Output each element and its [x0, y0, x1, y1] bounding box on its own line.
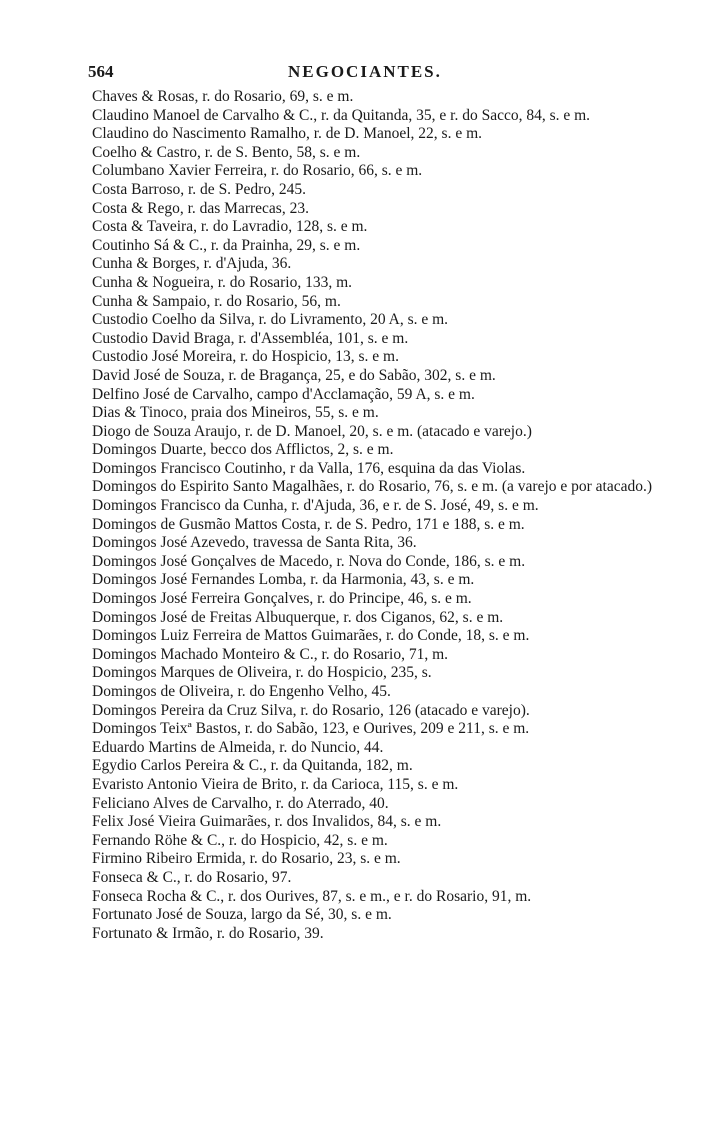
list-item: Claudino Manoel de Carvalho & C., r. da Quitanda, 35, e r. do Sacco, 84, s. e m. [92, 106, 591, 124]
list-item: Custodio José Moreira, r. do Hospicio, 13, s. e m. [92, 348, 399, 366]
list-item: Felix José Vieira Guimarães, r. dos Invalidos, 84, s. e m. [92, 813, 442, 831]
list-item: Costa Barroso, r. de S. Pedro, 245. [92, 180, 306, 198]
list-item: Domingos Teixª Bastos, r. do Sabão, 123, e Ourives, 209 e 211, s. e m. [92, 720, 530, 738]
list-item: Costa & Rego, r. das Marrecas, 23. [92, 199, 309, 217]
list-item: Fortunato José de Souza, largo da Sé, 30, s. e m. [92, 906, 392, 924]
list-item: Domingos Marques de Oliveira, r. do Hospicio, 235, s. [92, 664, 432, 682]
list-item: Coutinho Sá & C., r. da Prainha, 29, s. e m. [92, 236, 361, 254]
list-item: Domingos Luiz Ferreira de Mattos Guimarães, r. do Conde, 18, s. e m. [92, 627, 530, 645]
list-item: Domingos Duarte, becco dos Afflictos, 2, s. e m. [92, 441, 394, 459]
list-item: Claudino do Nascimento Ramalho, r. de D. Manoel, 22, s. e m. [92, 125, 483, 143]
list-item: Egydio Carlos Pereira & C., r. da Quitanda, 182, m. [92, 757, 413, 775]
list-item: Chaves & Rosas, r. do Rosario, 69, s. e m. [92, 88, 354, 105]
list-item: Domingos José Azevedo, travessa de Santa Rita, 36. [92, 534, 417, 552]
list-item: Domingos Machado Monteiro & C., r. do Rosario, 71, m. [92, 645, 449, 663]
list-item: Custodio Coelho da Silva, r. do Livramento, 20 A, s. e m. [92, 311, 449, 329]
list-item: Domingos José Gonçalves de Macedo, r. Nova do Conde, 186, s. e m. [92, 552, 526, 570]
list-item: Domingos Francisco Coutinho, r da Valla, 176, esquina da das Violas. [92, 459, 526, 477]
list-item: Costa & Taveira, r. do Lavradio, 128, s. e m. [92, 218, 368, 236]
list-item: Delfino José de Carvalho, campo d'Acclamação, 59 A, s. e m. [92, 385, 475, 403]
list-item: Columbano Xavier Ferreira, r. do Rosario, 66, s. e m. [92, 162, 423, 180]
entry-list [92, 88, 692, 943]
list-item: David José de Souza, r. de Bragança, 25, e do Sabão, 302, s. e m. [92, 366, 496, 384]
list-item: Domingos de Oliveira, r. do Engenho Velho, 45. [92, 683, 391, 700]
list-item: Custodio David Braga, r. d'Assembléa, 101, s. e m. [92, 329, 409, 347]
list-item: Dias & Tinoco, praia dos Mineiros, 55, s. e m. [92, 404, 379, 422]
list-item: Diogo de Souza Araujo, r. de D. Manoel, 20, s. e m. (atacado e varejo.) [92, 422, 532, 440]
list-item: Eduardo Martins de Almeida, r. do Nuncio, 44. [92, 738, 384, 756]
list-item: Domingos Francisco da Cunha, r. d'Ajuda, 36, e r. de S. José, 49, s. e m. [92, 497, 539, 515]
list-item: Fernando Röhe & C., r. do Hospicio, 42, s. e m. [92, 831, 388, 849]
list-item: Firmino Ribeiro Ermida, r. do Rosario, 23, s. e m. [92, 850, 401, 868]
list-item: Cunha & Sampaio, r. do Rosario, 56, m. [92, 292, 341, 310]
list-item: Domingos José de Freitas Albuquerque, r. dos Ciganos, 62, s. e m. [92, 608, 504, 626]
list-item: Evaristo Antonio Vieira de Brito, r. da Carioca, 115, s. e m. [92, 775, 459, 793]
list-item: Cunha & Nogueira, r. do Rosario, 133, m. [92, 273, 353, 291]
list-item: Coelho & Castro, r. de S. Bento, 58, s. e m. [92, 143, 361, 161]
page-header [88, 60, 688, 86]
list-item: Domingos de Gusmão Mattos Costa, r. de S. Pedro, 171 e 188, s. e m. [92, 515, 525, 533]
running-head: NEGOCIANTES. [288, 62, 442, 81]
list-item: Domingos José Fernandes Lomba, r. da Harmonia, 43, s. e m. [92, 571, 475, 589]
list-item: Domingos do Espirito Santo Magalhães, r. do Rosario, 76, s. e m. (a varejo e por atacado.) [92, 478, 653, 496]
page-number: 564 [88, 62, 114, 81]
list-item: Fortunato & Irmão, r. do Rosario, 39. [92, 924, 324, 942]
list-item: Fonseca & C., r. do Rosario, 97. [92, 868, 292, 886]
list-item: Fonseca Rocha & C., r. dos Ourives, 87, s. e m., e r. do Rosario, 91, m. [92, 887, 532, 905]
list-item: Cunha & Borges, r. d'Ajuda, 36. [92, 255, 292, 273]
list-item: Domingos José Ferreira Gonçalves, r. do Principe, 46, s. e m. [92, 590, 472, 608]
list-item: Domingos Pereira da Cruz Silva, r. do Rosario, 126 (atacado e varejo). [92, 701, 530, 719]
list-item: Feliciano Alves de Carvalho, r. do Aterrado, 40. [92, 794, 389, 812]
